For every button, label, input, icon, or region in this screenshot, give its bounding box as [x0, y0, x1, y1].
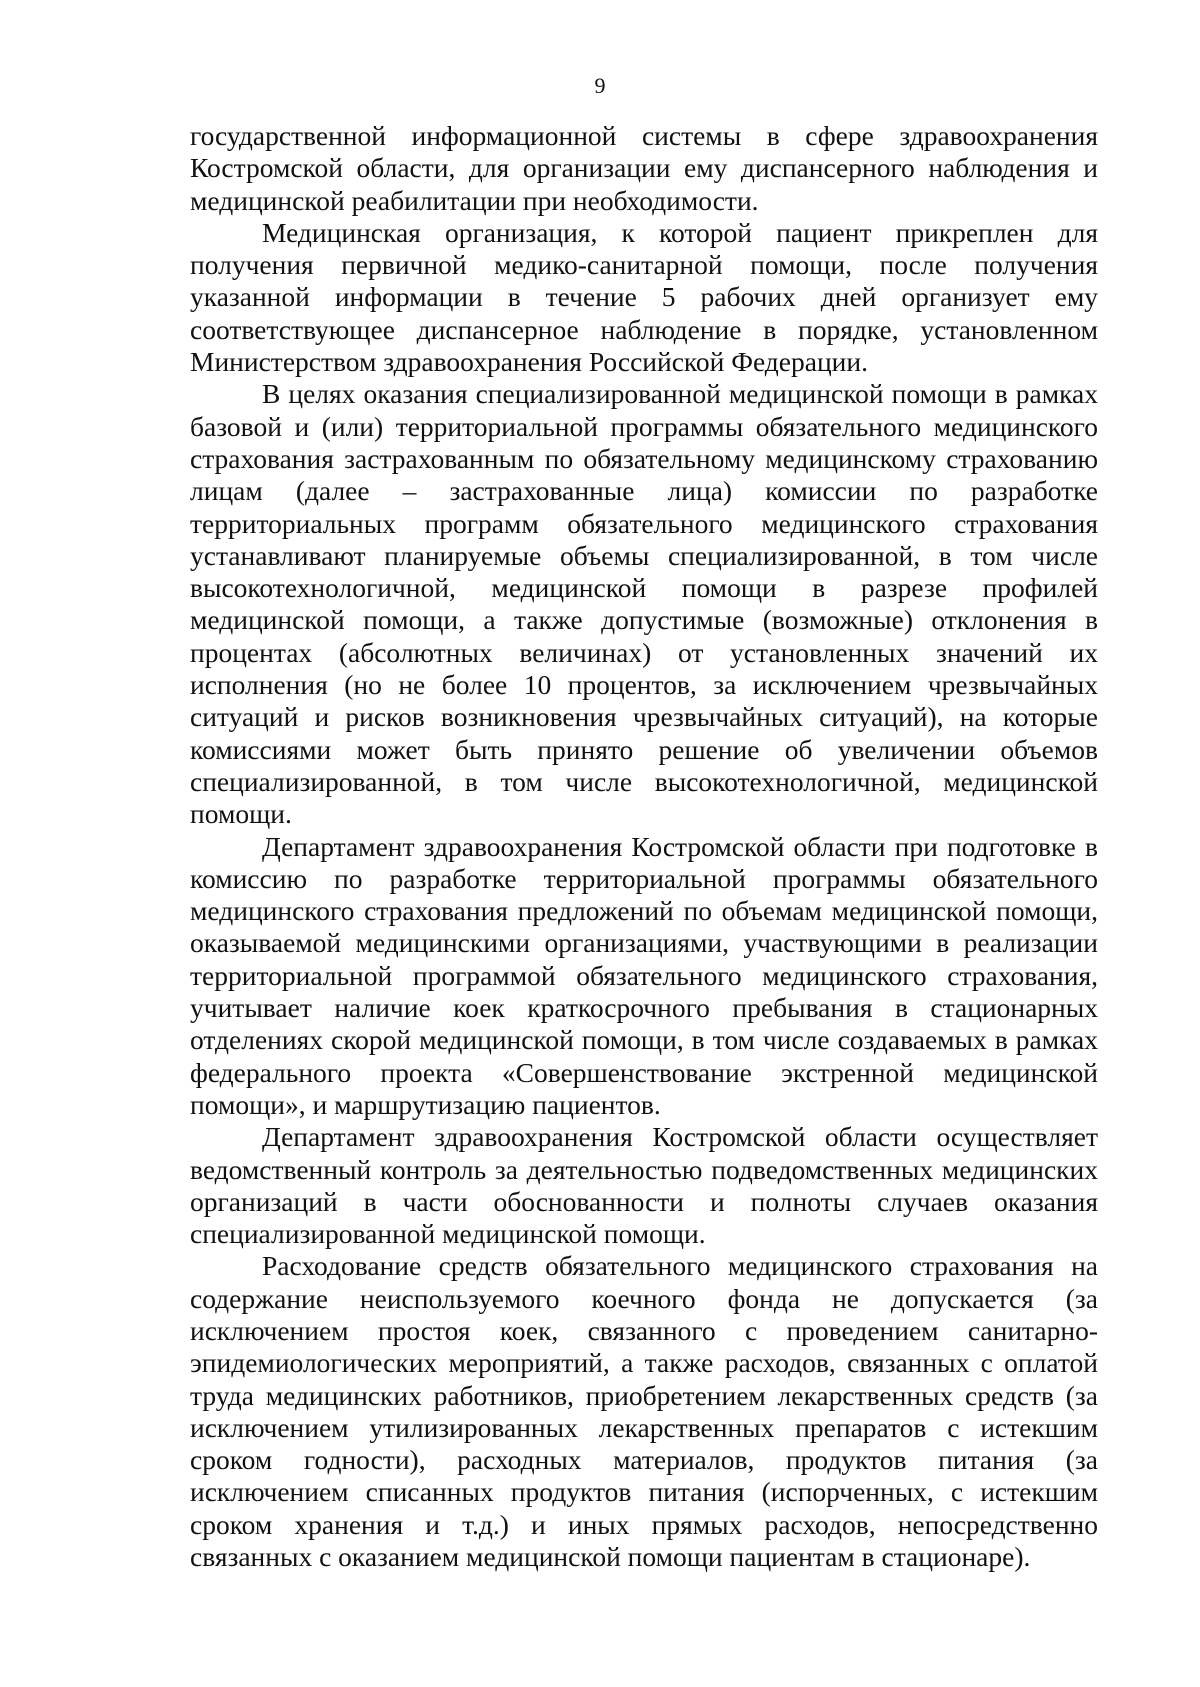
paragraph-departmental-control: Департамент здравоохранения Костромской области осуществляет ведомственный контроль за деятельностью подведомственных медицинских организаций в части обоснованности и полноты случаев оказания специализированной медицинской помощи. [190, 1121, 1098, 1250]
paragraph-bed-fund-expenses: Расходование средств обязательного медицинского страхования на содержание неиспользуемого коечного фонда не допускается (за исключением простоя коек, связанного с проведением санитарно-эпидемиологических мероприятий, а также расходов, связанных с оплатой труда медицинских работников, приобретением лекарственных средств (за исключением утилизированных лекарственных препаратов с истекшим сроком годности), расходных материалов, продуктов питания (за исключением списанных продуктов питания (испорченных, с истекшим сроком хранения и т.д.) и иных прямых расходов, непосредственно связанных с оказанием медицинской помощи пациентам в стационаре). [190, 1250, 1098, 1573]
page-number: 9 [594, 73, 606, 98]
document-body [190, 120, 1098, 1573]
paragraph-specialized-care-volumes: В целях оказания специализированной медицинской помощи в рамках базовой и (или) территориальной программы обязательного медицинского страхования застрахованным по обязательному медицинскому страхованию лицам (далее – застрахованные лица) комиссии по разработке территориальных программ обязательного медицинского страхования устанавливают планируемые объемы специализированной, в том числе высокотехнологичной, медицинской помощи в разрезе профилей медицинской помощи, а также допустимые (возможные) отклонения в процентах (абсолютных величинах) от установленных значений их исполнения (но не более 10 процентов, за исключением чрезвычайных ситуаций и рисков возникновения чрезвычайных ситуаций), на которые комиссиями может быть принято решение об увеличении объемов специализированной, в том числе высокотехнологичной, медицинской помощи. [190, 378, 1098, 830]
paragraph-continued-from-previous-page: государственной информационной системы в сфере здравоохранения Костромской области, для организации ему диспансерного наблюдения и медицинской реабилитации при необходимости. [190, 120, 1098, 216]
paragraph-department-proposals: Департамент здравоохранения Костромской области при подготовке в комиссию по разработке территориальной программы обязательного медицинского страхования предложений по объемам медицинской помощи, оказываемой медицинскими организациями, участвующими в реализации территориальной программой обязательного медицинского страхования, учитывает наличие коек краткосрочного пребывания в стационарных отделениях скорой медицинской помощи, в том числе создаваемых в рамках федерального проекта «Совершенствование экстренной медицинской помощи», и маршрутизацию пациентов. [190, 830, 1098, 1120]
paragraph-dispensary-observation: Медицинская организация, к которой пациент прикреплен для получения первичной медико-санитарной помощи, после получения указанной информации в течение 5 рабочих дней организует ему соответствующее диспансерное наблюдение в порядке, установленном Министерством здравоохранения Российской Федерации. [190, 216, 1098, 378]
